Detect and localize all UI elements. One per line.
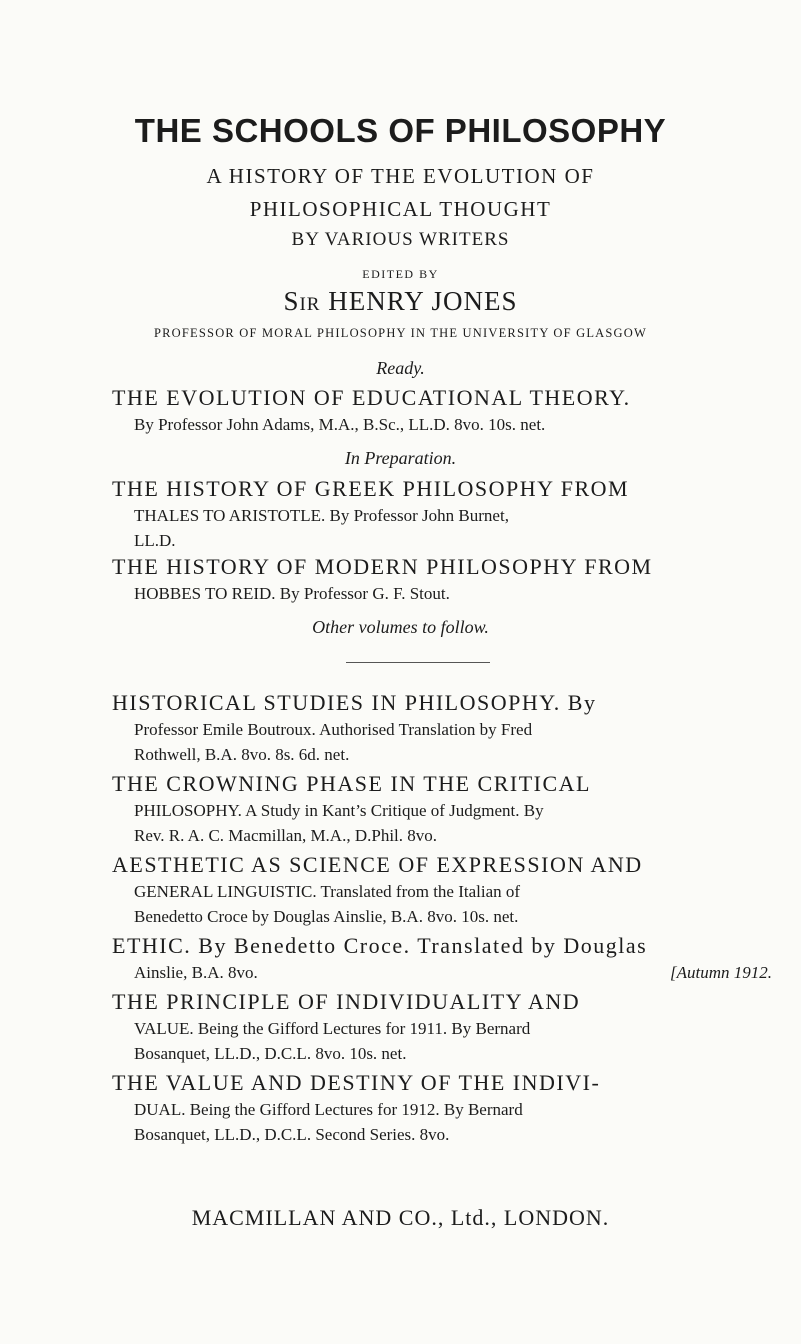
book-title: AESTHETIC AS SCIENCE OF EXPRESSION AND	[112, 852, 643, 877]
publication-date: [Autumn 1912.	[670, 963, 772, 982]
series-title: THE SCHOOLS OF PHILOSOPHY	[134, 112, 667, 149]
book-title: THE HISTORY OF GREEK PHILOSOPHY FROM	[112, 476, 630, 501]
book-details-row	[112, 960, 772, 985]
edited-by-label: EDITED BY	[362, 267, 439, 281]
book-details: HOBBES TO REID. By Professor G. F. Stout.	[134, 584, 450, 603]
book-entry	[112, 384, 772, 437]
series-subtitle-line2: PHILOSOPHICAL THOUGHT	[249, 197, 552, 221]
book-details: Bosanquet, LL.D., D.C.L. Second Series. 8vo.	[134, 1125, 450, 1144]
book-entry	[112, 1069, 772, 1147]
book-title: THE CROWNING PHASE IN THE CRITICAL	[112, 771, 591, 796]
book-entry	[112, 689, 772, 767]
book-details: LL.D.	[134, 531, 176, 550]
series-subtitle-line3: BY VARIOUS WRITERS	[291, 229, 510, 250]
book-entry	[112, 932, 772, 985]
in-preparation-label: In Preparation.	[344, 448, 457, 468]
book-title: THE PRINCIPLE OF INDIVIDUALITY AND	[112, 989, 581, 1014]
book-details: Rothwell, B.A. 8vo. 8s. 6d. net.	[134, 745, 350, 764]
editor-name: Sir HENRY JONES	[283, 286, 518, 316]
book-entry	[112, 988, 772, 1066]
ready-label: Ready.	[376, 358, 425, 378]
book-entry	[112, 475, 772, 553]
publisher-imprint: MACMILLAN AND CO., Ltd., LONDON.	[191, 1205, 610, 1230]
book-details: Rev. R. A. C. Macmillan, M.A., D.Phil. 8vo.	[134, 826, 438, 845]
book-details: Bosanquet, LL.D., D.C.L. 8vo. 10s. net.	[134, 1044, 407, 1063]
book-title: THE HISTORY OF MODERN PHILOSOPHY FROM	[112, 554, 653, 579]
book-details: VALUE. Being the Gifford Lectures for 1911. By Bernard	[134, 1019, 531, 1038]
other-volumes-note: Other volumes to follow.	[312, 617, 489, 637]
book-entry	[112, 851, 772, 929]
book-details: Professor Emile Boutroux. Authorised Translation by Fred	[134, 720, 533, 739]
book-details: THALES TO ARISTOTLE. By Professor John Burnet,	[134, 506, 509, 525]
book-title: HISTORICAL STUDIES IN PHILOSOPHY. By	[112, 690, 597, 715]
book-details: DUAL. Being the Gifford Lectures for 1912. By Bernard	[134, 1100, 523, 1119]
editor-title: PROFESSOR OF MORAL PHILOSOPHY IN THE UNIVERSITY OF GLASGOW	[153, 326, 648, 340]
book-details: Ainslie, B.A. 8vo.	[134, 963, 258, 982]
book-details: PHILOSOPHY. A Study in Kant’s Critique of Judgment. By	[134, 801, 544, 820]
section-divider	[346, 662, 490, 663]
book-details: GENERAL LINGUISTIC. Translated from the Italian of	[134, 882, 521, 901]
book-entry	[112, 770, 772, 848]
series-subtitle-line1: A HISTORY OF THE EVOLUTION OF	[206, 164, 595, 188]
book-details: Benedetto Croce by Douglas Ainslie, B.A. 8vo. 10s. net.	[134, 907, 519, 926]
book-title: THE VALUE AND DESTINY OF THE INDIVI-	[112, 1070, 601, 1095]
book-title: ETHIC. By Benedetto Croce. Translated by Douglas	[112, 933, 648, 958]
book-details: By Professor John Adams, M.A., B.Sc., LL.D. 8vo. 10s. net.	[134, 415, 546, 434]
book-entry	[112, 553, 772, 606]
book-title: THE EVOLUTION OF EDUCATIONAL THEORY.	[112, 385, 631, 410]
